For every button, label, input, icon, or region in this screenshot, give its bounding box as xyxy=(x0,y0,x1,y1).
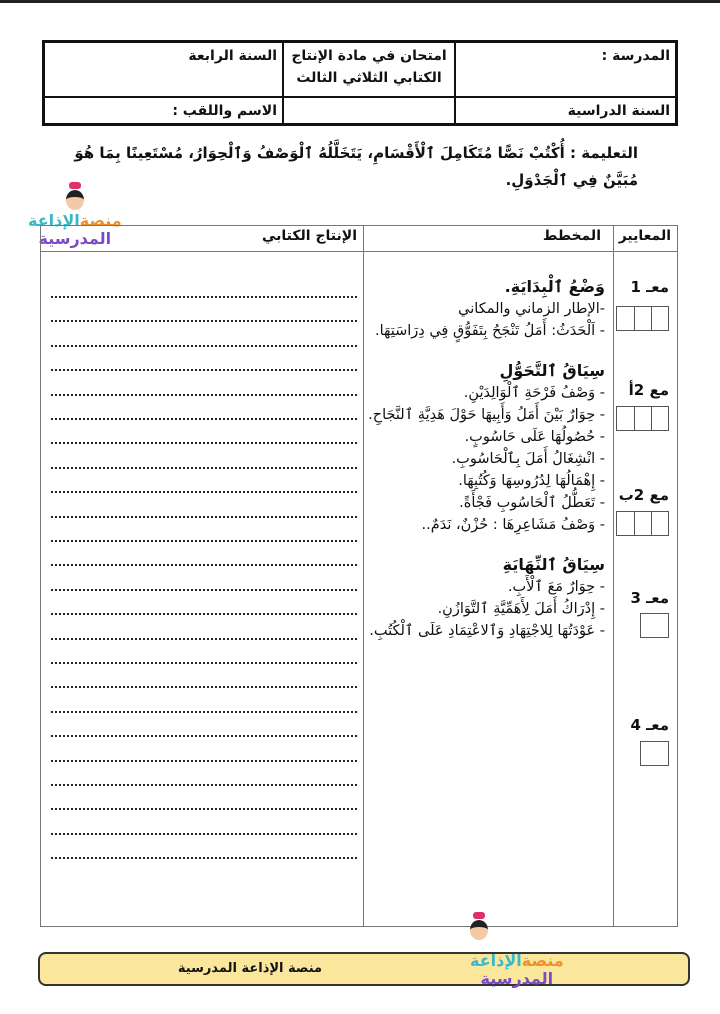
writing-line[interactable] xyxy=(51,394,357,396)
writing-line[interactable] xyxy=(51,442,357,444)
writing-line[interactable] xyxy=(51,467,357,469)
writing-line[interactable] xyxy=(51,711,357,713)
writing-line[interactable] xyxy=(51,320,357,322)
plan-ending xyxy=(363,554,605,642)
school-radio-logo-footer xyxy=(466,912,492,942)
empty-cell xyxy=(282,98,454,123)
plan-title: سِيَاقُ ٱلنِّهَايَةِ xyxy=(502,555,605,574)
exam-title-line2: الكتابي الثلاثي الثالث xyxy=(296,70,442,86)
criterion-3: معـ 3 xyxy=(630,589,669,607)
name-field[interactable] xyxy=(45,98,282,123)
writing-line[interactable] xyxy=(51,662,357,664)
instruction xyxy=(38,140,638,194)
plan-item: - اَلْحَدَثُ: أَمَلُ تَنْجَحُ بِتَفَوُّقٍ فِي دِرَاسَتِهَا. xyxy=(375,323,605,339)
plan-item: - حِوَارٌ بَيْنَ أَمَلُ وَأَبِيهَا حَوْلَ هَدِيَّةِ ٱلنَّجَاحِ. xyxy=(368,407,605,423)
logo-text-1b: الإذاعة xyxy=(470,951,522,970)
instruction-line2: مُبَيَّنٌ فِي ٱلْجَدْوَلِ. xyxy=(505,171,638,189)
plan-beginning xyxy=(363,276,605,342)
exam-header-table xyxy=(42,40,678,126)
plan-header: المخطط xyxy=(542,228,601,244)
plan-item: - حُصُولُهَا عَلَى حَاسُوبٍ. xyxy=(464,429,605,445)
logo-text-1a: منصة xyxy=(521,951,564,970)
writing-line[interactable] xyxy=(51,345,357,347)
plan-item: - إِهْمَالُهَا لِدُرُوسِهَا وَكُتُبِهَا. xyxy=(458,473,605,489)
writing-line[interactable] xyxy=(51,564,357,566)
writing-line[interactable] xyxy=(51,540,357,542)
criterion-1: معـ 1 xyxy=(630,278,669,296)
writing-line[interactable] xyxy=(51,613,357,615)
production-header: الإنتاج الكتابي xyxy=(261,228,357,244)
score-boxes-1[interactable] xyxy=(616,306,669,331)
writing-line[interactable] xyxy=(51,638,357,640)
writing-line[interactable] xyxy=(51,686,357,688)
plan-item: - تَعَطُّلُ ٱلْحَاسُوبِ فَجْأَةً. xyxy=(459,495,605,511)
writing-line[interactable] xyxy=(51,369,357,371)
plan-column xyxy=(363,276,605,642)
school-label: المدرسة : xyxy=(601,48,670,64)
plan-item: - انْشِغَالُ أَمَلَ بِٱلْحَاسُوبِ. xyxy=(451,451,605,467)
criterion-2b: مع 2ب xyxy=(618,486,669,504)
writing-line[interactable] xyxy=(51,808,357,810)
plan-title: سِيَاقُ ٱلتَّحَوُّلِ xyxy=(499,361,605,380)
writing-line[interactable] xyxy=(51,491,357,493)
footer-banner xyxy=(38,952,690,986)
criterion-4: معـ 4 xyxy=(630,716,669,734)
plan-item: -الإطار الزماني والمكاني xyxy=(458,301,605,317)
girl-mascot-icon xyxy=(62,182,88,212)
plan-title: وَضْعُ ٱلْبِدَايَةِ. xyxy=(504,277,605,296)
score-box-3[interactable] xyxy=(640,613,669,638)
writing-line[interactable] xyxy=(51,418,357,420)
writing-line[interactable] xyxy=(51,296,357,298)
writing-line[interactable] xyxy=(51,516,357,518)
school-year-field[interactable] xyxy=(454,98,675,123)
grade-text: السنة الرابعة xyxy=(188,48,277,64)
top-border xyxy=(0,0,720,3)
school-year-label: السنة الدراسية xyxy=(567,103,670,119)
score-box-4[interactable] xyxy=(640,741,669,766)
girl-mascot-icon xyxy=(466,912,492,942)
plan-item: - إِدْرَاكُ أَمَلَ لِأَهَمِّيَّةِ ٱلتَّوَازُنِ. xyxy=(437,601,605,617)
logo-text-1a: منصة xyxy=(79,211,122,230)
logo-text-2: المدرسية xyxy=(38,229,112,248)
plan-item: - وَصْفُ مَشَاعِرِهَا : حُزْنٌ، نَدَمٌ.. xyxy=(421,517,605,533)
writing-line[interactable] xyxy=(51,735,357,737)
name-label: الاسم واللقب : xyxy=(172,103,277,119)
plan-item: - وَصْفُ فَرْحَةِ ٱلْوَالِدَيْنِ. xyxy=(463,385,605,401)
logo-text-2: المدرسية xyxy=(480,969,554,988)
exam-title-line1: امتحان في مادة الإنتاج xyxy=(291,48,447,64)
plan-transition xyxy=(363,360,605,536)
score-boxes-2a[interactable] xyxy=(616,406,669,431)
instruction-line1: التعليمة : أُكْتُبْ نَصًّا مُتَكَامِلَ ٱلْأَقْسَامِ، يَتَخَلَّلُهُ ٱلْوَصْفُ وَٱلْحِوَارُ، مُسْتَعِينًا بِمَا هُوَ xyxy=(74,144,638,162)
footer-logo-text xyxy=(470,952,564,988)
writing-table xyxy=(40,225,678,927)
criterion-2a: مع 2أ xyxy=(628,381,669,399)
plan-item: - حِوَارٌ مَعَ ٱلْأَبِ. xyxy=(507,579,605,595)
grade-cell xyxy=(45,43,282,98)
school-field[interactable] xyxy=(454,43,675,98)
writing-line[interactable] xyxy=(51,833,357,835)
footer-text: منصة الإذاعة المدرسية xyxy=(177,961,323,976)
exam-title xyxy=(282,43,454,98)
score-boxes-2b[interactable] xyxy=(616,511,669,536)
plan-item: - عَوْدَتُهَا لِلاجْتِهَادِ وَٱلاعْتِمَادِ عَلَى ٱلْكُتُبِ. xyxy=(369,623,605,639)
writing-line[interactable] xyxy=(51,784,357,786)
logo-text-1b: الإذاعة xyxy=(28,211,80,230)
writing-line[interactable] xyxy=(51,857,357,859)
criteria-header: المعايير xyxy=(618,228,671,244)
writing-line[interactable] xyxy=(51,760,357,762)
writing-line[interactable] xyxy=(51,589,357,591)
